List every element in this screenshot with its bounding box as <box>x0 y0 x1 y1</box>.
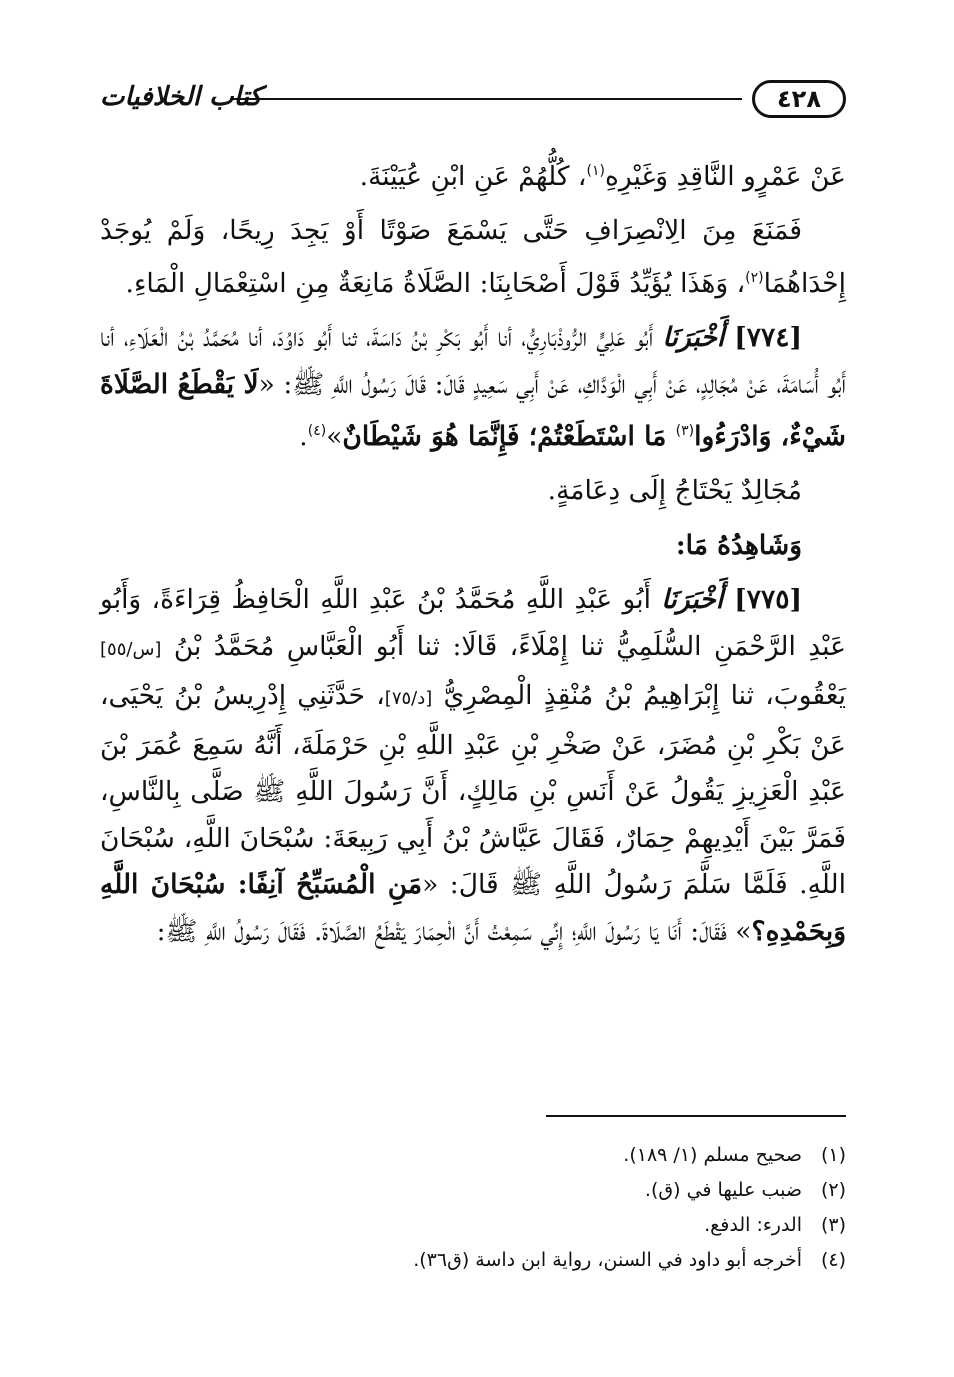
header-rule <box>230 98 742 100</box>
paragraph <box>100 208 846 307</box>
text-segment: فَمَنَعَ مِنَ الِانْصِرَافِ حَتَّى يَسْمَعَ صَوْتًا أَوْ يَجِدَ رِيحًا، وَلَمْ يُوجَدْ إِحْدَاهُمَا <box>100 215 846 299</box>
book-title: كتاب الخلافيات <box>100 82 262 112</box>
text-segment: ، حَدَّثَنِي إِدْرِيسُ بْنُ يَحْيَى، عَنْ بَكْرِ بْنِ مُضَرَ، عَنْ صَخْرِ بْنِ عَبْدِ اللَّهِ بْنِ حَرْمَلَةَ، أَنَّهُ سَمِعَ عُمَرَ بْنَ عَبْدِ الْعَزِيزِ يَقُولُ عَنْ أَنَسِ بْنِ مَالِكٍ، أَنَّ رَسُولَ اللَّهِ ﷺ صَلَّى بِالنَّاسِ، فَمَرَّ بَيْنَ أَيْدِيهِمْ حِمَارٌ، فَقَالَ عَيَّاشُ بْنُ أَبِي رَبِيعَةَ: سُبْحَانَ اللَّهِ، سُبْحَانَ اللَّهِ. فَلَمَّا سَلَّمَ رَسُولُ اللَّهِ ﷺ قَالَ: « <box>100 680 846 901</box>
hadith-text: لَا يَقْطَعُ الصَّلَاةَ شَيْءٌ، وَادْرَءُوا <box>100 368 846 452</box>
paragraph <box>100 523 846 570</box>
footnote-marker: (٢) <box>745 269 764 286</box>
text-segment: عَنْ عَمْرٍو النَّاقِدِ وَغَيْرِهِ <box>604 160 846 192</box>
body-text <box>100 148 846 963</box>
text-segment: » <box>326 420 343 452</box>
hadith-number: [٧٧٥] <box>723 584 802 616</box>
footnotes <box>146 1138 846 1278</box>
footnote-text: أخرجه أبو داود في السنن، رواية ابن داسة (ق٣٦). <box>413 1249 802 1271</box>
hadith-text: وَشَاهِدُهُ مَا: <box>675 529 802 561</box>
text-segment: يَعْقُوبَ، ثنا إِبْرَاهِيمُ بْنُ مُنْقِذٍ الْمِصْرِيُّ <box>432 680 846 712</box>
manuscript-reference: [س/٥٥] <box>100 638 162 660</box>
footnote <box>146 1243 846 1278</box>
text-segment: » فَقَالَ: أَنَا يَا رَسُولَ اللَّهِ؛ إِنِّي سَمِعْتُ أَنَّ الْحِمَارَ يَقْطَعُ الصَّلَاةَ. فَقَالَ رَسُولُ اللَّهِ ﷺ: <box>156 915 752 947</box>
paragraph <box>100 577 846 955</box>
hadith-text: مَا اسْتَطَعْتُمْ؛ فَإِنَّمَا هُوَ شَيْطَانٌ <box>342 420 676 452</box>
footnote-marker: (١) <box>586 163 605 179</box>
footnote <box>146 1173 846 1208</box>
footnote-text: صحيح مسلم (١/ ١٨٩). <box>623 1144 802 1166</box>
hadith-number: [٧٧٤] <box>724 322 802 354</box>
footnote-rule <box>546 1115 846 1117</box>
text-segment: مُجَالِدٌ يَحْتَاجُ إِلَى دِعَامَةٍ. <box>547 475 802 507</box>
page-number: ٤٢٨ <box>752 80 846 118</box>
footnote-number: (٤) <box>820 1249 846 1271</box>
footnote-marker: (٤) <box>307 423 327 440</box>
paragraph <box>100 148 846 200</box>
text-segment: ، كُلُّهُمْ عَنِ ابْنِ عُيَيْنَةَ. <box>359 160 587 192</box>
paragraph <box>100 468 846 515</box>
text-segment: أَبُو عَبْدِ اللَّهِ مُحَمَّدُ بْنُ عَبْدِ اللَّهِ الْحَافِظُ قِرَاءَةً، وَأَبُو عَبْدِ الرَّحْمَنِ السُّلَمِيُّ ثنا إِمْلَاءً، قَالَا: ثنا أَبُو الْعَبَّاسِ مُحَمَّدُ بْنُ <box>100 584 846 662</box>
footnote-text: الدرء: الدفع. <box>704 1214 802 1236</box>
hadith-text: مَنِ الْمُسَبِّحُ آنِفًا: سُبْحَانَ اللَّهِ وَبِحَمْدِهِ؟ <box>100 869 846 947</box>
transmission-term: أَخْبَرَنَا <box>662 322 725 354</box>
text-segment: . <box>299 420 308 452</box>
footnote-number: (١) <box>820 1144 846 1166</box>
footnote-number: (٣) <box>820 1214 846 1236</box>
page-header <box>100 80 846 124</box>
footnote-marker: (٣) <box>675 423 695 440</box>
paragraph <box>100 315 846 460</box>
text-segment: ، وَهَذَا يُؤَيِّدُ قَوْلَ أَصْحَابِنَا: الصَّلَاةُ مَانِعَةٌ مِنِ اسْتِعْمَالِ الْمَاءِ. <box>125 267 746 299</box>
footnote <box>146 1208 846 1243</box>
footnote-text: ضبب عليها في (ق). <box>644 1179 802 1201</box>
manuscript-reference: [د/٧٥] <box>384 688 433 710</box>
footnote <box>146 1138 846 1173</box>
transmission-term: أَخْبَرَنَا <box>661 584 724 616</box>
footnote-number: (٢) <box>820 1179 846 1201</box>
text-segment: أَبُو عَلِيٍّ الرُّوذْبَارِيُّ، أنا أَبُو بَكْرِ بْنُ دَاسَةَ، ثنا أَبُو دَاوُدَ، أنا مُحَمَّدُ بْنُ الْعَلَاءِ، أنا أَبُو أُسَامَةَ، عَنْ مُجَالِدٍ، عَنْ أَبِي الْوَدَّاكِ، عَنْ أَبِي سَعِيدٍ قَالَ: قَالَ رَسُولُ اللَّهِ ﷺ: « <box>100 322 846 400</box>
